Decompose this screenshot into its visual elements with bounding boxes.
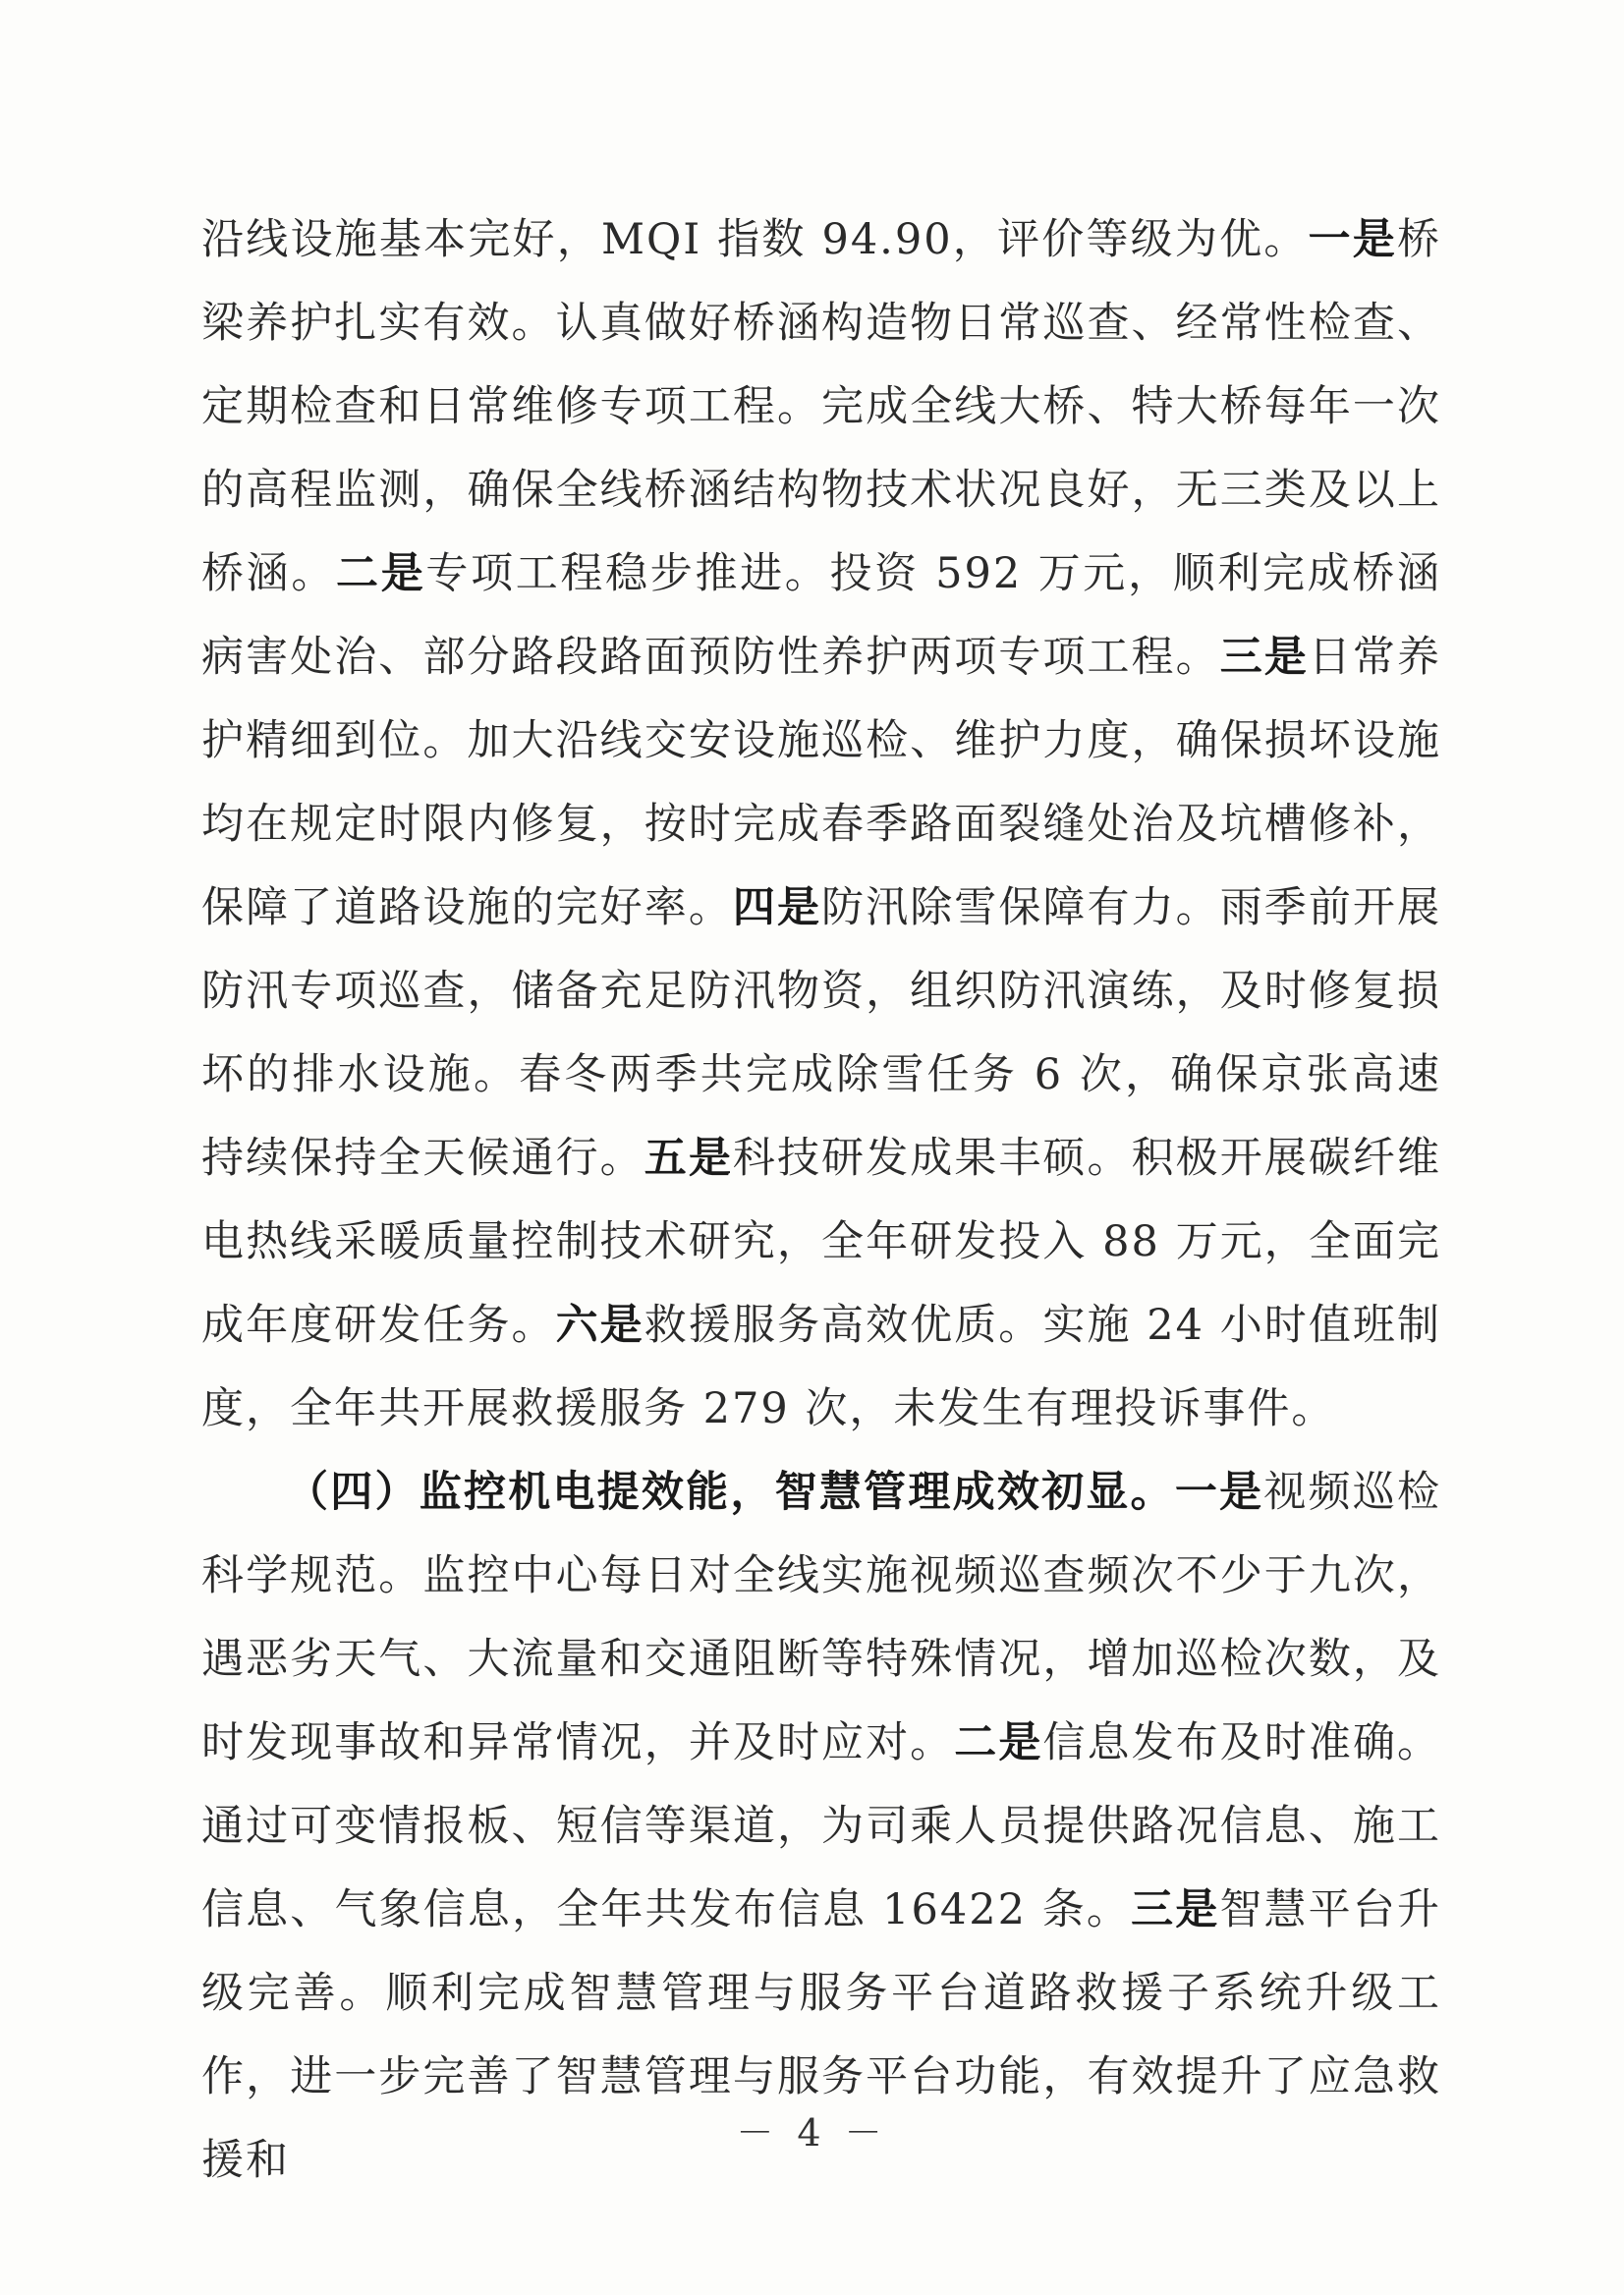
text-segment: 防汛除雪保障有力。雨季前开展防汛专项巡查，储备充足防汛物资，组织防汛演练，及时修复损坏的排水设施。春冬两季共完成除雪任务 6 次，确保京张高速持续保持全天候通行。 [201,883,1442,1183]
bold-keyword: 三是 [1219,633,1309,682]
bold-keyword: 二是 [336,549,426,598]
bold-keyword: 一是 [1308,215,1397,264]
text-segment: 沿线设施基本完好，MQI 指数 94.90，评价等级为优。 [201,215,1309,264]
text-segment: 信息发布及时准确。通过可变情报板、短信等渠道，为司乘人员提供路况信息、施工信息、气象信息，全年共发布信息 16422 条。 [201,1718,1442,1934]
bold-keyword: 四是 [732,883,822,932]
text-segment: 日常养护精细到位。加大沿线交安设施巡检、维护力度，确保损坏设施均在规定时限内修复，按时完成春季路面裂缝处治及坑槽修补，保障了道路设施的完好率。 [201,633,1442,932]
paragraph-monitoring [201,1451,1441,2203]
paragraph-maintenance [201,198,1441,1451]
bold-keyword: 一是 [1174,1468,1264,1517]
text-segment: 视频巡检科学规范。监控中心每日对全线实施视频巡查频次不少于九次，遇恶劣天气、大流量和交通阻断等特殊情况，增加巡检次数，及时发现事故和异常情况，并及时应对。 [201,1468,1442,1767]
text-segment: 专项工程稳步推进。投资 592 万元，顺利完成桥涵病害处治、部分路段路面预防性养护两项专项工程。 [201,549,1441,682]
text-segment: 救援服务高效优质。实施 24 小时值班制度，全年共开展救援服务 279 次，未发生有理投诉事件。 [201,1301,1442,1433]
bold-keyword: 二是 [954,1718,1043,1767]
text-segment: 科技研发成果丰硕。积极开展碳纤维电热线采暖质量控制技术研究，全年研发投入 88 万元，全面完成年度研发任务。 [201,1134,1442,1350]
bold-keyword: 五是 [644,1134,733,1183]
bold-keyword: 三是 [1131,1885,1220,1934]
page-number: － 4 － [736,2111,888,2155]
bold-keyword: 六是 [555,1301,644,1350]
body-text [201,198,1441,2203]
text-segment: 桥梁养护扎实有效。认真做好桥涵构造物日常巡查、经常性检查、定期检查和日常维修专项工程。完成全线大桥、特大桥每年一次的高程监测，确保全线桥涵结构物技术状况良好，无三类及以上桥涵。 [201,215,1441,598]
text-segment: 智慧平台升级完善。顺利完成智慧管理与服务平台道路救援子系统升级工作，进一步完善了智慧管理与服务平台功能，有效提升了应急救援和 [201,1885,1441,2185]
section-heading: （四）监控机电提效能，智慧管理成效初显。 [286,1468,1175,1517]
